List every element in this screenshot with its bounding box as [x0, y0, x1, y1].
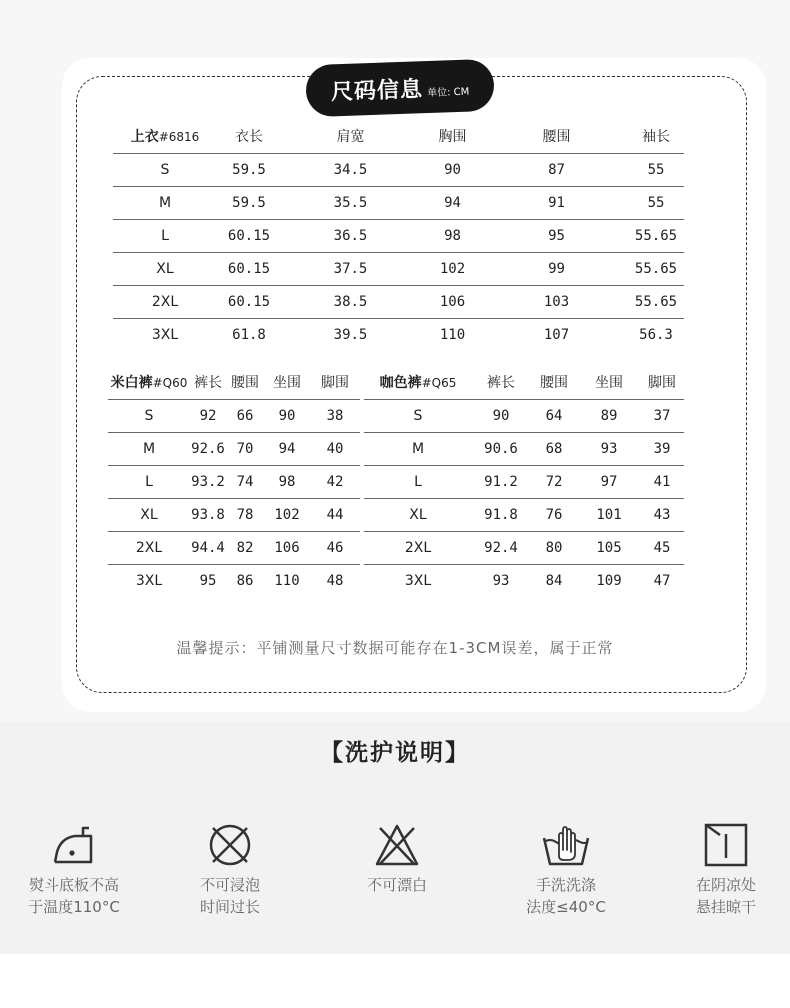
- measurement-cell: 95: [485, 219, 628, 252]
- column-header: 裤长: [487, 375, 515, 392]
- table-row: [364, 498, 684, 531]
- table-row: [364, 432, 684, 465]
- column-header: 腰围: [540, 375, 568, 392]
- measurement-cell: 59.5: [217, 153, 281, 186]
- cream-pants-table-body: [108, 399, 360, 597]
- measurement-cell: 105: [578, 531, 640, 564]
- measurement-cell: 97: [578, 465, 640, 498]
- care-item-iron: [4, 822, 144, 918]
- table-row: [108, 399, 360, 432]
- measurement-cell: 102: [420, 252, 485, 285]
- measurement-cell: 45: [640, 531, 684, 564]
- measurement-cell: 70: [226, 432, 264, 465]
- measurement-cell: 110: [420, 318, 485, 351]
- top-size-table: [113, 120, 684, 351]
- table-code: #6816: [158, 130, 200, 145]
- care-label-line1: 在阴凉处: [695, 876, 756, 894]
- table-title: 咖色裤: [379, 375, 422, 392]
- table-code: #Q65: [421, 376, 457, 391]
- measurement-cell: 92: [190, 399, 226, 432]
- measurement-cell: 93.8: [190, 498, 226, 531]
- badge-title: 尺码信息: [330, 76, 424, 105]
- table-row: [364, 564, 684, 597]
- measurement-cell: 102: [264, 498, 310, 531]
- column-header: 腰围: [231, 375, 259, 392]
- measurement-cell: 39.5: [281, 318, 420, 351]
- table-header-row: [108, 366, 360, 399]
- care-title: 【洗护说明】: [320, 740, 470, 766]
- measurement-cell: 92.6: [190, 432, 226, 465]
- measurement-cell: 87: [485, 153, 628, 186]
- table-row: [108, 465, 360, 498]
- measurement-cell: 89: [578, 399, 640, 432]
- measurement-cell: 68: [530, 432, 578, 465]
- table-title-cell: [108, 366, 190, 399]
- size-label-cell: S: [108, 399, 190, 432]
- measurement-cell: 41: [640, 465, 684, 498]
- table-header-row: [364, 366, 684, 399]
- care-label-line2: 悬挂晾干: [695, 898, 756, 916]
- measurement-cell: 37.5: [281, 252, 420, 285]
- column-header: 裤长: [194, 375, 222, 392]
- measurement-cell: 106: [420, 285, 485, 318]
- no-soak-icon: [207, 822, 253, 868]
- size-label-cell: XL: [113, 252, 217, 285]
- column-header: 脚围: [648, 375, 676, 392]
- measurement-cell: 93: [578, 432, 640, 465]
- cream-pants-size-table: [108, 366, 360, 597]
- size-label-cell: 3XL: [113, 318, 217, 351]
- size-label-cell: S: [364, 399, 472, 432]
- table-title: 上衣: [130, 129, 159, 146]
- measurement-cell: 98: [420, 219, 485, 252]
- measurement-cell: 80: [530, 531, 578, 564]
- no-bleach-icon: [374, 822, 420, 868]
- table-row: [113, 318, 684, 351]
- table-header-row: [113, 120, 684, 153]
- measurement-cell: 95: [190, 564, 226, 597]
- size-label-cell: L: [108, 465, 190, 498]
- table-row: [113, 219, 684, 252]
- size-label-cell: M: [113, 186, 217, 219]
- care-label-line2: 于温度110°C: [28, 898, 120, 916]
- brown-pants-table-body: [364, 399, 684, 597]
- size-label-cell: XL: [108, 498, 190, 531]
- hand-wash-icon: [540, 822, 592, 868]
- size-label-cell: M: [108, 432, 190, 465]
- measurement-cell: 101: [578, 498, 640, 531]
- care-item-hand-wash: [496, 822, 636, 918]
- measurement-cell: 47: [640, 564, 684, 597]
- column-header: 腰围: [542, 129, 571, 146]
- measurement-cell: 38: [310, 399, 360, 432]
- measurement-cell: 93.2: [190, 465, 226, 498]
- measurement-cell: 90: [472, 399, 530, 432]
- table-row: [108, 531, 360, 564]
- measurement-cell: 98: [264, 465, 310, 498]
- table-row: [113, 252, 684, 285]
- measurement-cell: 94.4: [190, 531, 226, 564]
- measurement-cell: 86: [226, 564, 264, 597]
- size-info-badge: [305, 59, 495, 118]
- size-label-cell: 2XL: [113, 285, 217, 318]
- measurement-cell: 34.5: [281, 153, 420, 186]
- measurement-cell: 59.5: [217, 186, 281, 219]
- size-label-cell: S: [113, 153, 217, 186]
- care-label-line1: 熨斗底板不高: [28, 876, 119, 894]
- size-label-cell: 3XL: [108, 564, 190, 597]
- measurement-cell: 82: [226, 531, 264, 564]
- measurement-cell: 43: [640, 498, 684, 531]
- measurement-cell: 84: [530, 564, 578, 597]
- measurement-cell: 110: [264, 564, 310, 597]
- measurement-cell: 40: [310, 432, 360, 465]
- measurement-cell: 37: [640, 399, 684, 432]
- table-title: 米白裤: [110, 375, 153, 392]
- measurement-cell: 46: [310, 531, 360, 564]
- measurement-cell: 42: [310, 465, 360, 498]
- care-label-line1: 不可漂白: [366, 876, 427, 894]
- measurement-cell: 91.8: [472, 498, 530, 531]
- measurement-cell: 39: [640, 432, 684, 465]
- measurement-cell: 91: [485, 186, 628, 219]
- measurement-cell: 99: [485, 252, 628, 285]
- size-label-cell: 2XL: [364, 531, 472, 564]
- measurement-tip: 温馨提示：平铺测量尺寸数据可能存在1-3CM误差，属于正常: [176, 639, 614, 657]
- table-row: [113, 186, 684, 219]
- column-header: 肩宽: [336, 129, 365, 146]
- measurement-cell: 55.65: [628, 252, 684, 285]
- measurement-cell: 61.8: [217, 318, 281, 351]
- measurement-cell: 72: [530, 465, 578, 498]
- table-row: [113, 285, 684, 318]
- measurement-cell: 55.65: [628, 285, 684, 318]
- shade-dry-icon: [703, 822, 749, 868]
- measurement-cell: 56.3: [628, 318, 684, 351]
- top-table-body: [113, 153, 684, 351]
- size-label-cell: 3XL: [364, 564, 472, 597]
- size-label-cell: L: [364, 465, 472, 498]
- measurement-cell: 94: [264, 432, 310, 465]
- measurement-cell: 60.15: [217, 219, 281, 252]
- table-row: [108, 432, 360, 465]
- measurement-cell: 94: [420, 186, 485, 219]
- measurement-cell: 92.4: [472, 531, 530, 564]
- measurement-cell: 90: [420, 153, 485, 186]
- measurement-cell: 90.6: [472, 432, 530, 465]
- badge-unit: 单位: CM: [426, 86, 470, 99]
- table-title-cell: [113, 120, 217, 153]
- measurement-cell: 109: [578, 564, 640, 597]
- care-item-no-bleach: [327, 822, 467, 896]
- care-item-shade-dry: [656, 822, 790, 918]
- column-header: 胸围: [438, 129, 467, 146]
- iron-icon: [51, 822, 97, 868]
- measurement-cell: 66: [226, 399, 264, 432]
- care-label-line2: 法度≤40°C: [526, 898, 606, 916]
- brown-pants-size-table: [364, 366, 684, 597]
- table-title-cell: [364, 366, 472, 399]
- column-header: 袖长: [642, 129, 670, 146]
- table-row: [113, 153, 684, 186]
- measurement-cell: 55: [628, 153, 684, 186]
- measurement-cell: 64: [530, 399, 578, 432]
- measurement-cell: 44: [310, 498, 360, 531]
- measurement-cell: 60.15: [217, 285, 281, 318]
- care-item-no-soak: [160, 822, 300, 918]
- table-row: [364, 399, 684, 432]
- size-label-cell: M: [364, 432, 472, 465]
- column-header: 坐围: [595, 375, 623, 392]
- measurement-cell: 90: [264, 399, 310, 432]
- table-row: [364, 531, 684, 564]
- size-label-cell: XL: [364, 498, 472, 531]
- table-code: #Q60: [152, 376, 188, 391]
- measurement-cell: 55.65: [628, 219, 684, 252]
- measurement-cell: 60.15: [217, 252, 281, 285]
- care-label-line1: 不可浸泡: [199, 876, 260, 894]
- table-row: [364, 465, 684, 498]
- column-header: 衣长: [235, 129, 263, 146]
- care-label-line2: 时间过长: [199, 898, 260, 916]
- size-label-cell: 2XL: [108, 531, 190, 564]
- measurement-cell: 74: [226, 465, 264, 498]
- column-header: 脚围: [321, 375, 349, 392]
- measurement-cell: 93: [472, 564, 530, 597]
- measurement-cell: 106: [264, 531, 310, 564]
- measurement-cell: 76: [530, 498, 578, 531]
- measurement-cell: 38.5: [281, 285, 420, 318]
- table-row: [108, 498, 360, 531]
- column-header: 坐围: [273, 375, 301, 392]
- measurement-cell: 36.5: [281, 219, 420, 252]
- measurement-cell: 91.2: [472, 465, 530, 498]
- care-label-line1: 手洗洗涤: [535, 876, 596, 894]
- table-row: [108, 564, 360, 597]
- measurement-cell: 107: [485, 318, 628, 351]
- measurement-cell: 55: [628, 186, 684, 219]
- measurement-cell: 78: [226, 498, 264, 531]
- measurement-cell: 48: [310, 564, 360, 597]
- measurement-cell: 103: [485, 285, 628, 318]
- measurement-cell: 35.5: [281, 186, 420, 219]
- size-label-cell: L: [113, 219, 217, 252]
